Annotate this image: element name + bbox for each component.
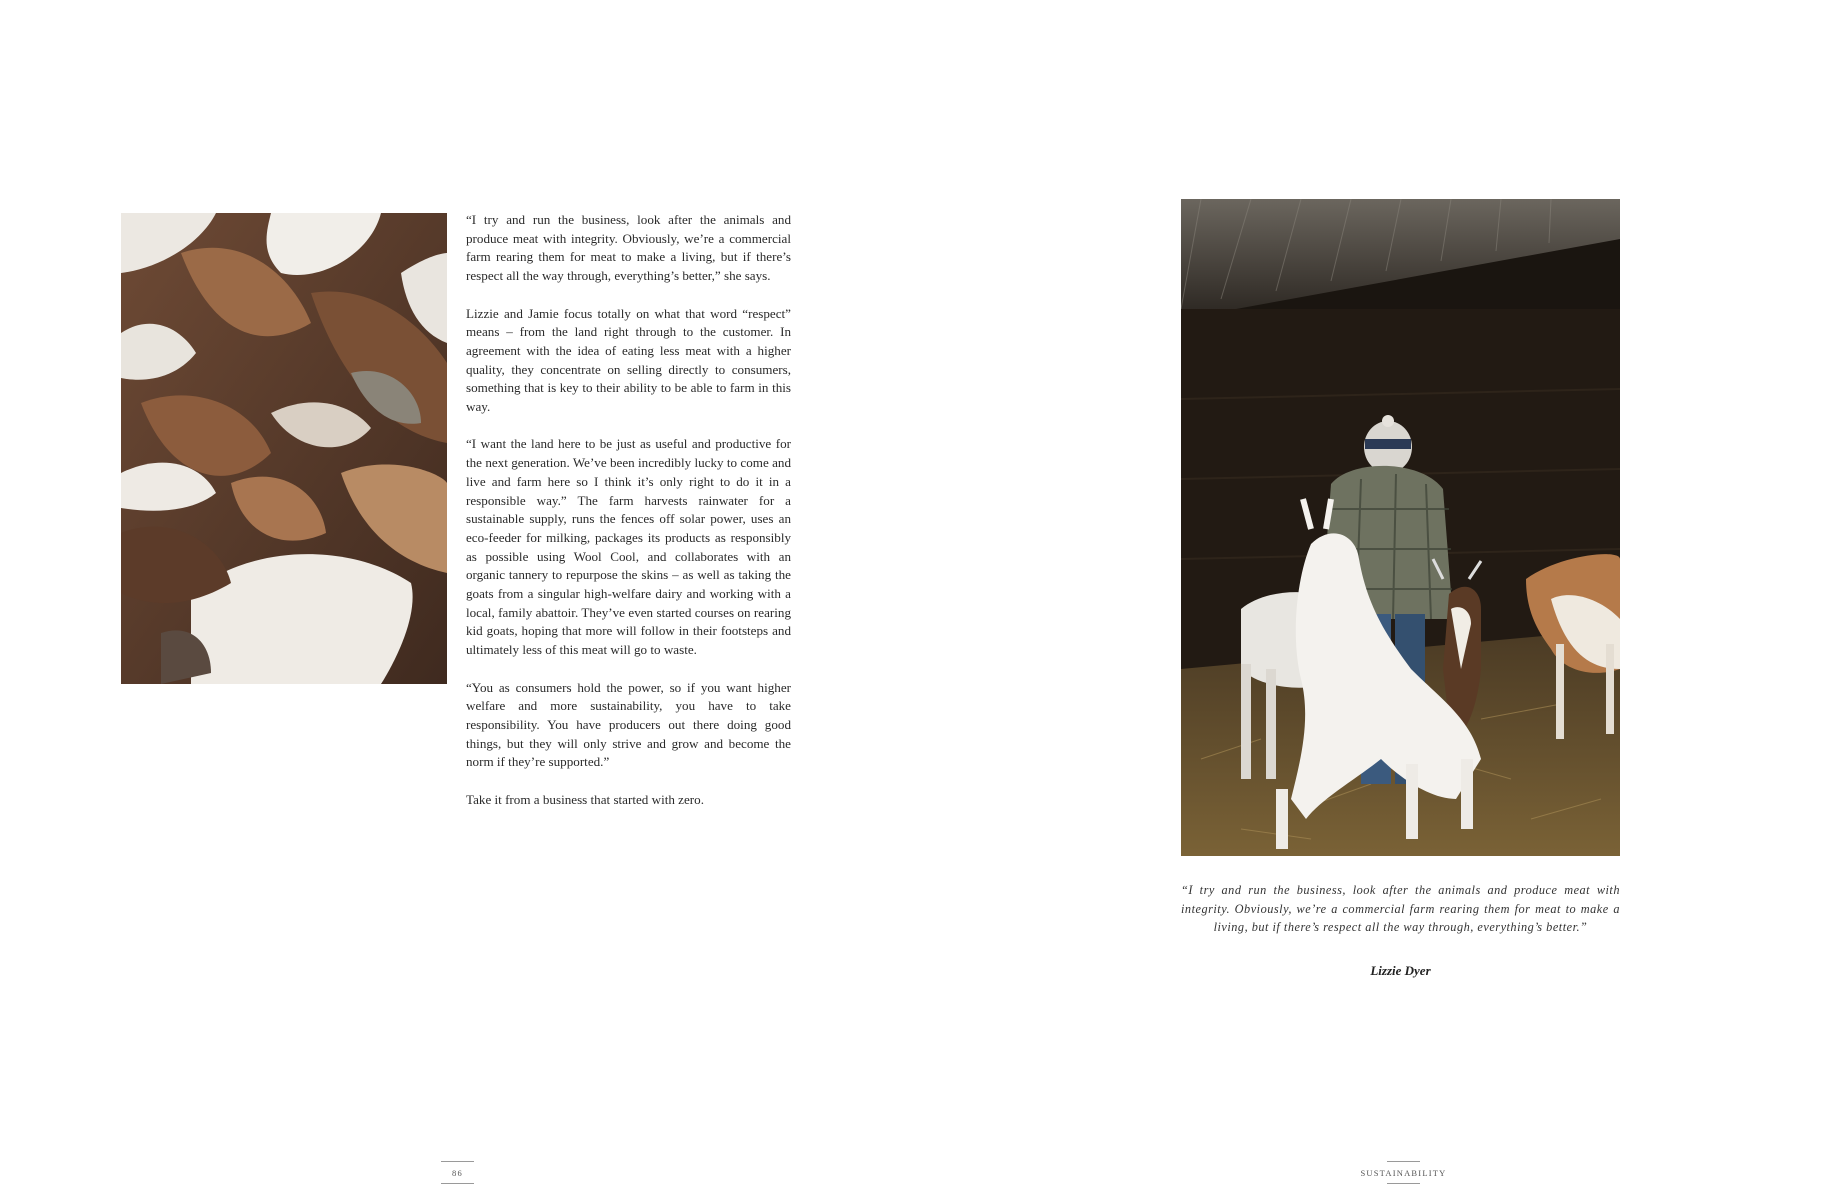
article-paragraph: “You as consumers hold the power, so if you want higher welfare and more sustainability, you have to take responsibility. You have producers out there doing good things, but they will only strive and grow and become the norm if they’re supported.” xyxy=(466,679,791,770)
goat-hides-photo xyxy=(121,213,447,684)
farmer-with-goats-photo xyxy=(1181,199,1620,856)
section-label: SUSTAINABILITY xyxy=(1360,1168,1447,1178)
article-body xyxy=(466,211,791,828)
folio-rule-top xyxy=(1387,1161,1420,1162)
pull-quote: “I try and run the business, look after the animals and produce meat with integrity. Obviously, we’re a commercial farm rearing them for meat to make a living, but if there’s respect all the way through, everything’s better.” xyxy=(1181,883,1620,934)
article-paragraph: Take it from a business that started with zero. xyxy=(466,791,704,807)
article-paragraph: Lizzie and Jamie focus totally on what that word “respect” means – from the land right through to the customer. In agreement with the idea of eating less meat with a higher quality, they concentrate on selling directly to consumers, something that is key to their ability to be able to farm in this way. xyxy=(466,305,791,415)
folio-rule-bottom xyxy=(441,1183,474,1184)
article-paragraph: “I want the land here to be just as useful and productive for the next generation. We’ve been incredibly lucky to come and live and farm here so I think it’s only right to do it in a responsible way.” The farm harvests rainwater for a sustainable supply, runs the fences off solar power, uses an eco-feeder for milking, packages its products as responsibly as possible using Wool Cool, and collaborates with an organic tannery to repurpose the skins – as well as taking the goats from a singular high-welfare dairy and working with a local, family abattoir. They’ve even started courses on rearing kid goats, hoping that more will follow in their footsteps and ultimately less of this meat will go to waste. xyxy=(466,436,791,658)
folio-rule-bottom xyxy=(1387,1183,1420,1184)
quote-attribution: Lizzie Dyer xyxy=(1370,963,1431,978)
page-number: 86 xyxy=(452,1168,463,1178)
article-paragraph: “I try and run the business, look after the animals and produce meat with integrity. Obviously, we’re a commercial farm rearing them for meat to make a living, but if there’s respect all the way through, everything’s better,” she says. xyxy=(466,212,791,284)
folio-rule-top xyxy=(441,1161,474,1162)
